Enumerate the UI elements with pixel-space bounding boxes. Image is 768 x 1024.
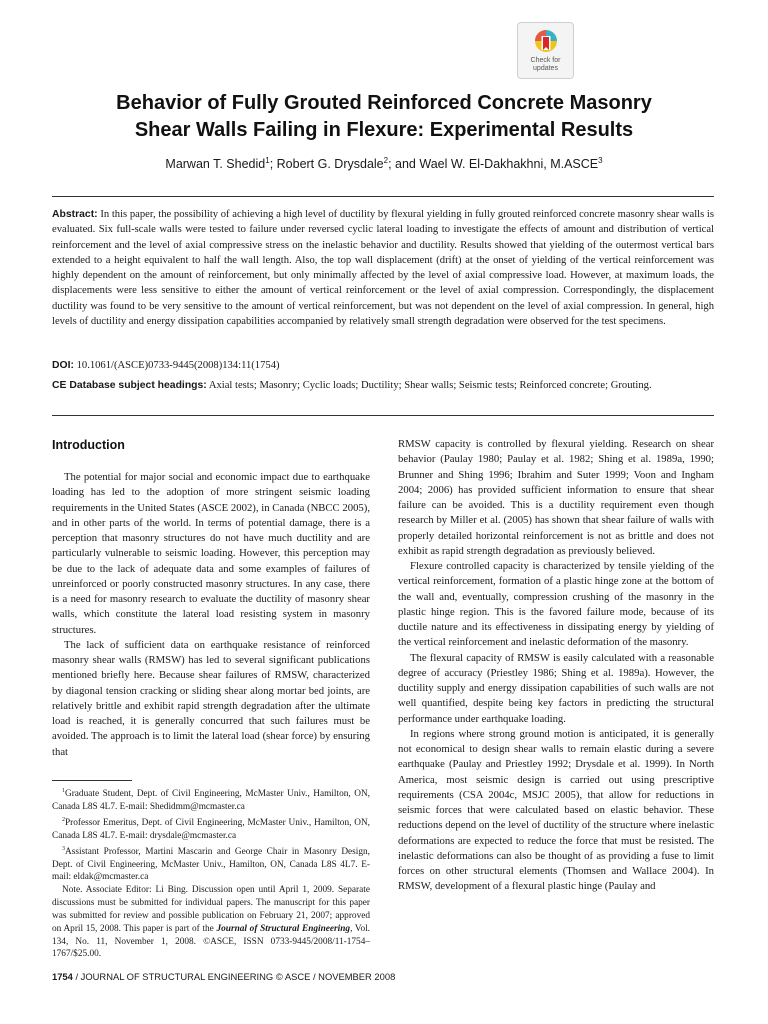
author-name: Wael W. El-Dakhakhni, M.ASCE [419,157,599,172]
paper-title [40,90,728,144]
right-column [398,437,714,895]
footnotes [52,785,370,961]
page-number: 1754 [52,971,73,982]
section-heading: Introduction [52,438,125,452]
paragraph: The flexural capacity of RMSW is easily calculated with a reasonable degree of accuracy (Priestley 1986; Shing et al. 1989a). However, the ductility supply and energy dissipation capabilities of such walls are not well quantified, despite being key factors in predicting the structural performance under earthquake loading. [398,651,714,725]
abstract [52,207,714,329]
subject-headings [52,378,714,395]
bottom-divider [52,415,714,416]
abstract-label: Abstract: [52,209,98,220]
subject-headings-text: Axial tests; Masonry; Cyclic loads; Ductility; Shear walls; Seismic tests; Reinforced concrete; Grouting. [208,380,652,391]
author-affiliation-mark: 3 [598,156,603,165]
footnote-text: Graduate Student, Dept. of Civil Engineering, McMaster Univ., Hamilton, ON, Canada L8S 4L7. E-mail: Shedidmm@mcmaster.ca [52,789,370,812]
author-separator: ; [269,157,277,172]
check-for-updates-badge[interactable] [517,22,574,79]
author-name: Marwan T. Shedid [165,157,266,172]
author-name: Robert G. Drysdale [276,157,384,172]
paragraph: RMSW capacity is controlled by flexural yielding. Research on shear behavior (Paulay 1980; Paulay et al. 1982; Shing et al. 1989a, 1990; Brunner and Shing 1996; Ibrahim and Suter 1999; Voon and Ingham 2004; 2006) has provided sufficient information to ensure that shear failure can be avoided. This is a ductility requirement even though research by Miller et al. (2005) has shown that shear failure of walls with properly detailed horizontal reinforcement is not as brittle and does not exhibit as rapid strength degradation as previously believed. [398,438,714,557]
abstract-text: In this paper, the possibility of achieving a high level of ductility by flexural yielding in fully grouted reinforced concrete masonry shear walls is evaluated. Six full-scale walls were tested to failure under reversed cyclic lateral loading to investigate the effects of amount and distribution of vertical reinforcement and the level of axial compressive stress on the inelastic behavior and ductility. Results showed that yielding of the outermost vertical bars extended to a height equivalent to half the wall length. Also, the top wall displacement (drift) at the onset of yielding of the vertical reinforcement was highly dependent on the amount of reinforcement, but only minimally affected by the level of axial compressive load. However, at maximum loads, the displacements were less sensitive to either the amount of vertical reinforcement or the level of axial compression. Correspondingly, the displacement ductility was found to be very sensitive to the amount of vertical reinforcement, but was not dependent on the level of axial compression. In general, high levels of ductility and energy dissipation capabilities accompanied by relatively small strength degradation were observed for the test specimens. [52,209,714,328]
footnote-mark: 2 [62,816,65,823]
subject-headings-label: CE Database subject headings: [52,380,207,391]
author-list [40,153,728,172]
badge-line-2: updates [533,65,558,72]
footnote [52,843,370,885]
footnote [52,814,370,843]
journal-name: Journal of Structural Engineering [216,923,351,934]
paragraph: In regions where strong ground motion is anticipated, it is generally not economical to design shear walls to remain elastic during a severe earthquake (Paulay and Priestley 1992; Drysdale et al. 1999). In North America, most seismic design is carried out using prescriptive requirements (CSA 2004c, MSJC 2005), that allow for reductions in seismic forces that were calculated based on elastic behavior. These reductions depend on the level of ductility of the structure where inelastic deformations are expected to reduce the force that must be resisted. The inelastic deformations can also be thought of as providing a fuse to limit forces on other structural elements (Thomsen and Wallace 2004). In RMSW, development of a flexural plastic hinge (Paulay and [398,727,714,893]
footnote [52,785,370,814]
editorial-note [52,884,370,961]
doi-link[interactable]: 10.1061/(ASCE)0733-9445(2008)134:11(1754) [76,360,280,371]
paragraph: The potential for major social and economic impact due to earthquake loading has led to the adoption of more stringent seismic loading requirements in the United States (ASCE 2002), in Canada (NBCC 2005), and in other parts of the world. In terms of potential damage, there is a perception that masonry structures do not have much ductility and are particularly vulnerable to seismic loading. However, this perception may be due to the lack of adequate data and some examples of failures of unreinforced or poorly constructed masonry structures. In any case, there is a need for masonry research to evaluate the ductility of masonry shear walls, which constitute the lateral load resisting system in masonry structures. [52,471,370,636]
footer-text: / JOURNAL OF STRUCTURAL ENGINEERING © ASCE / NOVEMBER 2008 [72,971,396,982]
author-separator: ; and [388,157,420,172]
badge-label [518,57,573,73]
footnote-divider [52,780,132,781]
footnote-text: Assistant Professor, Martini Mascarin and George Chair in Masonry Design, Dept. of Civil Engineering, McMaster Univ., Hamilton, ON, Canada L8S 4L7. E-mail: eldak@mcmaster.ca [52,846,370,883]
doi-line [52,358,714,373]
paragraph: The lack of sufficient data on earthquake resistance of reinforced masonry shear walls (RMSW) has led to several significant publications mentioned briefly here. Because shear failures of RMSW, characterized by diagonal tension cracking or sliding shear along mortar bed joints, are relatively brittle and exhibit rapid strength degradation after the ultimate load is reached, it is generally concurred that such failures must be avoided. The approach is to limit the lateral load (shear force) by ensuring that [52,638,370,758]
page-footer [52,971,395,983]
left-column [52,470,370,760]
footnote-text: Professor Emeritus, Dept. of Civil Engineering, McMaster Univ., Hamilton, ON, Canada L8S 4L7. E-mail: drysdale@mcmaster.ca [52,817,370,841]
crossmark-icon [533,28,559,56]
author-affiliation-mark: 2 [383,156,389,165]
doi-label: DOI: [52,360,74,371]
top-divider [52,196,714,197]
footnote-mark: 3 [62,845,65,852]
title-line-2: Shear Walls Failing in Flexure: Experimental Results [134,119,634,141]
author-affiliation-mark: 1 [265,156,270,165]
note-text: Note. Associate Editor: Li Bing. Discussion open until April 1, 2009. Separate discussions must be submitted for individual papers. The manuscript for this paper was submitted for review and possible publication on February 21, 2007; approved on April 15, 2008. This paper is part of the [52,885,370,934]
footnote-mark: 1 [62,788,65,794]
title-line-1: Behavior of Fully Grouted Reinforced Concrete Masonry [116,92,652,114]
badge-line-1: Check for [530,57,561,64]
note-tail: , Vol. 134, No. 11, November 1, 2008. ©ASCE, ISSN 0733-9445/2008/11-1754–1767/$25.00. [52,923,370,960]
paragraph: Flexure controlled capacity is characterized by tensile yielding of the vertical reinforcement, formation of a plastic hinge zone at the bottom of the wall and, eventually, compression crushing of the masonry in the plastic hinge region. This is the favored failure mode, because of its ductile nature and its effectiveness in dissipating energy by yielding of the vertical reinforcement and inelastic deformation of the masonry. [398,560,714,649]
